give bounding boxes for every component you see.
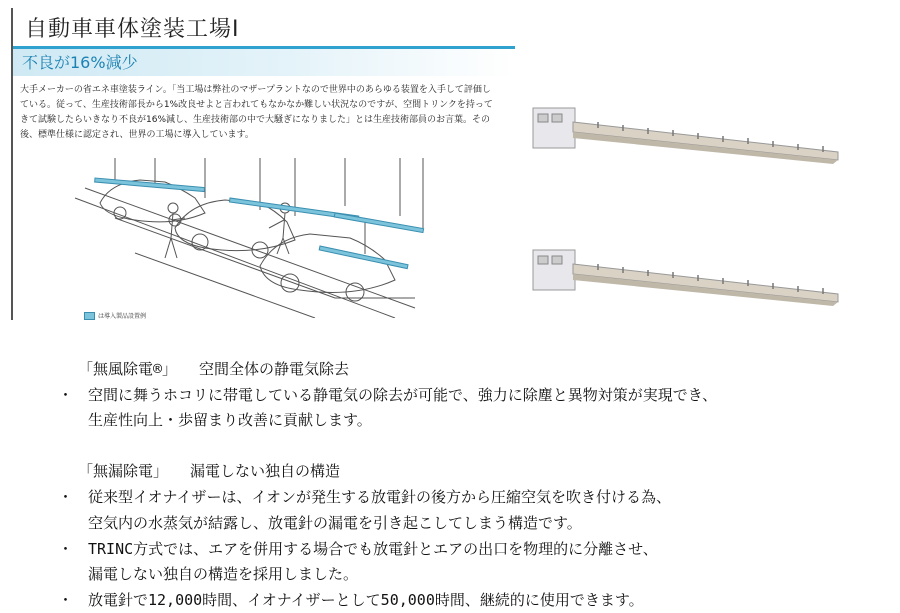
bullet-mark: ・ — [58, 488, 74, 506]
page-title: 自動車車体塗装工場Ⅰ — [25, 17, 240, 42]
case-study-text: 大手メーカーの省エネ車塗装ライン。「当工場は弊社のマザープラントなので世界中のあらゆる装置を入手して評価している。従って、生産技術部長から1%改良せよと言われてもなかなか難しい状況なのですが、空間トリンクを持ってきて試験したらいきなり不良が16%減し、生産技術部の中で大騒ぎになりました」とは生産技術部員のお言葉。その後、標準仕様に認定され、世界の工場に導入しています。 — [20, 85, 493, 140]
bullet-line: 放電針で12,000時間、イオナイザーとして50,000時間、継続的に使用できます。 — [88, 591, 644, 609]
bullet-line: 従来型イオナイザーは、イオンが発生する放電針の後方から圧縮空気を吹き付ける為、 — [88, 488, 672, 506]
ionizer-bar-image — [528, 100, 843, 170]
illustration-legend — [84, 311, 146, 320]
bullet-line: 漏電しない独自の構造を採用しました。 — [88, 565, 359, 583]
legend-label: は導入製品設置例 — [98, 313, 147, 320]
feature-description: 空間全体の静電気除去 — [199, 360, 350, 378]
bullet-line: 生産性向上・歩留まり改善に貢献します。 — [88, 411, 372, 429]
paint-line-illustration — [55, 158, 455, 318]
bullet-mark: ・ — [58, 540, 74, 558]
bullet-mark: ・ — [58, 591, 74, 609]
feature-name: 「無漏除電」 — [78, 462, 169, 480]
bullet-line: 空間に舞うホコリに帯電している静電気の除去が可能で、強力に除塵と異物対策が実現でき、 — [88, 386, 718, 404]
bullet-mark: ・ — [58, 386, 74, 404]
feature-description: 漏電しない独自の構造 — [190, 462, 341, 480]
ionizer-bar-image — [528, 242, 843, 312]
bullet-line: 空気内の水蒸気が結露し、放電針の漏電を引き起こしてしまう構造です。 — [88, 514, 582, 532]
bullet-line: TRINC方式では、エアを併用する場合でも放電針とエアの出口を物理的に分離させ、 — [88, 540, 658, 558]
feature-heading — [78, 460, 340, 481]
page-subtitle: 不良が16%減少 — [22, 53, 138, 72]
legend-swatch — [84, 312, 95, 320]
feature-heading — [78, 358, 349, 379]
feature-name: 「無風除電®」 — [78, 360, 178, 378]
